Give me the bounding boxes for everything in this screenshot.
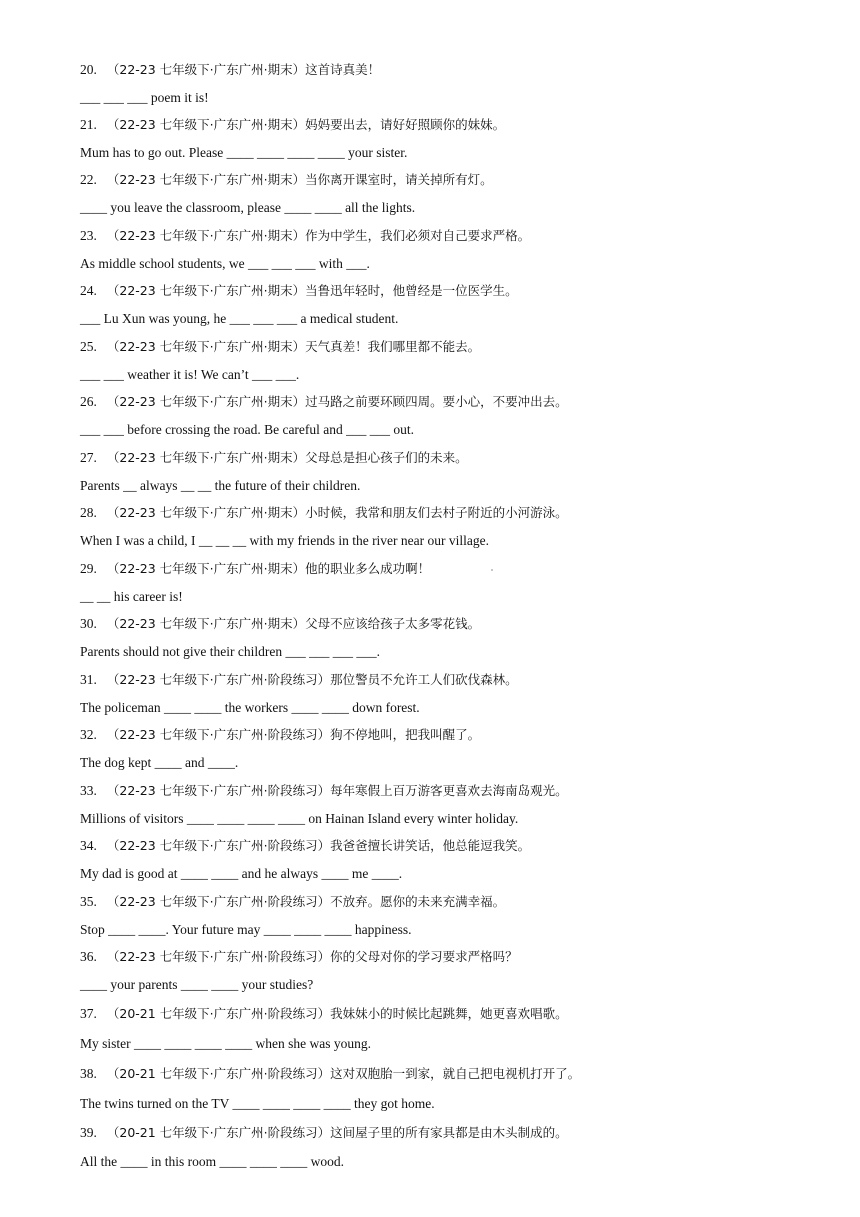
question-number: 36. (80, 949, 97, 964)
answer-line: __ __ his career is! (80, 589, 183, 604)
answer-line: ___ ___ ___ poem it is! (80, 90, 209, 105)
question-source: （22-23 七年级下·广东广州·期末） (106, 283, 306, 298)
question-number: 39. (80, 1125, 97, 1140)
question-prompt: 每年寒假上百万游客更喜欢去海南岛观光。 (330, 783, 568, 798)
answer-line: My dad is good at ____ ____ and he always ____ me ____. (80, 866, 403, 881)
answer-line: ____ you leave the classroom, please ____ ____ all the lights. (80, 200, 416, 215)
question-number: 30. (80, 616, 97, 631)
question-prompt: 他的职业多么成功啊！ (305, 561, 431, 576)
question-number: 26. (80, 394, 97, 409)
question-number: 37. (80, 1006, 97, 1021)
question-number: 24. (80, 283, 97, 298)
stray-mark (491, 569, 493, 571)
question-source: （22-23 七年级下·广东广州·阶段练习） (106, 838, 331, 853)
question-prompt: 当你离开课室时，请关掉所有灯。 (305, 172, 493, 187)
question-source: （22-23 七年级下·广东广州·期末） (106, 450, 306, 465)
answer-line: Stop ____ ____. Your future may ____ ____ ____ happiness. (80, 922, 412, 937)
answer-line: The policeman ____ ____ the workers ____ ____ down forest. (80, 700, 420, 715)
answer-line: The twins turned on the TV ____ ____ ____ ____ they got home. (80, 1096, 435, 1111)
question-prompt: 天气真差！我们哪里都不能去。 (305, 339, 481, 354)
answer-line: Parents __ always __ __ the future of their children. (80, 478, 361, 493)
question-number: 21. (80, 117, 97, 132)
question-source: （22-23 七年级下·广东广州·期末） (106, 394, 306, 409)
answer-line: Millions of visitors ____ ____ ____ ____ on Hainan Island every winter holiday. (80, 811, 519, 826)
question-number: 25. (80, 339, 97, 354)
question-prompt: 父母总是担心孩子们的未来。 (305, 450, 468, 465)
answer-line: When I was a child, I __ __ __ with my friends in the river near our village. (80, 533, 490, 548)
question-prompt: 你的父母对你的学习要求严格吗？ (330, 949, 518, 964)
answer-line: ___ Lu Xun was young, he ___ ___ ___ a medical student. (80, 311, 399, 326)
question-number: 32. (80, 727, 97, 742)
question-source: （22-23 七年级下·广东广州·期末） (106, 616, 306, 631)
question-prompt: 这对双胞胎一到家，就自己把电视机打开了。 (330, 1066, 581, 1081)
question-source: （22-23 七年级下·广东广州·期末） (106, 62, 306, 77)
question-source: （20-21 七年级下·广东广州·阶段练习） (106, 1066, 331, 1081)
question-prompt: 这首诗真美！ (305, 62, 381, 77)
question-source: （22-23 七年级下·广东广州·阶段练习） (106, 672, 331, 687)
question-number: 35. (80, 894, 97, 909)
question-source: （22-23 七年级下·广东广州·期末） (106, 561, 306, 576)
question-source: （22-23 七年级下·广东广州·期末） (106, 505, 306, 520)
question-prompt: 小时候，我常和朋友们去村子附近的小河游泳。 (305, 505, 568, 520)
question-number: 23. (80, 228, 97, 243)
answer-line: My sister ____ ____ ____ ____ when she was young. (80, 1036, 371, 1051)
question-source: （22-23 七年级下·广东广州·阶段练习） (106, 783, 331, 798)
question-prompt: 过马路之前要环顾四周。要小心，不要冲出去。 (305, 394, 568, 409)
question-number: 20. (80, 62, 97, 77)
question-prompt: 妈妈要出去，请好好照顾你的妹妹。 (305, 117, 506, 132)
question-source: （22-23 七年级下·广东广州·期末） (106, 172, 306, 187)
question-number: 28. (80, 505, 97, 520)
question-source: （22-23 七年级下·广东广州·期末） (106, 339, 306, 354)
answer-line: All the ____ in this room ____ ____ ____ wood. (80, 1154, 344, 1169)
answer-line: ___ ___ before crossing the road. Be careful and ___ ___ out. (80, 422, 415, 437)
question-source: （22-23 七年级下·广东广州·阶段练习） (106, 949, 331, 964)
question-source: （20-21 七年级下·广东广州·阶段练习） (106, 1125, 331, 1140)
question-source: （22-23 七年级下·广东广州·期末） (106, 228, 306, 243)
question-prompt: 这间屋子里的所有家具都是由木头制成的。 (330, 1125, 568, 1140)
question-number: 27. (80, 450, 97, 465)
answer-line: ____ your parents ____ ____ your studies? (80, 977, 314, 992)
question-number: 29. (80, 561, 97, 576)
question-prompt: 当鲁迅年轻时，他曾经是一位医学生。 (305, 283, 518, 298)
question-number: 33. (80, 783, 97, 798)
question-number: 38. (80, 1066, 97, 1081)
answer-line: The dog kept ____ and ____. (80, 755, 239, 770)
question-source: （22-23 七年级下·广东广州·期末） (106, 117, 306, 132)
question-number: 22. (80, 172, 97, 187)
answer-line: Parents should not give their children ___ ___ ___ ___. (80, 644, 380, 659)
question-prompt: 我妹妹小的时候比起跳舞，她更喜欢唱歌。 (330, 1006, 568, 1021)
question-prompt: 狗不停地叫，把我叫醒了。 (330, 727, 481, 742)
question-prompt: 不放弃。愿你的未来充满幸福。 (330, 894, 506, 909)
answer-line: ___ ___ weather it is! We can’t ___ ___. (80, 367, 300, 382)
question-prompt: 我爸爸擅长讲笑话，他总能逗我笑。 (330, 838, 531, 853)
question-source: （22-23 七年级下·广东广州·阶段练习） (106, 894, 331, 909)
question-prompt: 作为中学生，我们必须对自己要求严格。 (305, 228, 531, 243)
question-number: 31. (80, 672, 97, 687)
question-prompt: 那位警员不允许工人们砍伐森林。 (330, 672, 518, 687)
question-source: （20-21 七年级下·广东广州·阶段练习） (106, 1006, 331, 1021)
answer-line: Mum has to go out. Please ____ ____ ____ ____ your sister. (80, 145, 408, 160)
answer-line: As middle school students, we ___ ___ ___ with ___. (80, 256, 370, 271)
question-prompt: 父母不应该给孩子太多零花钱。 (305, 616, 481, 631)
question-source: （22-23 七年级下·广东广州·阶段练习） (106, 727, 331, 742)
question-number: 34. (80, 838, 97, 853)
